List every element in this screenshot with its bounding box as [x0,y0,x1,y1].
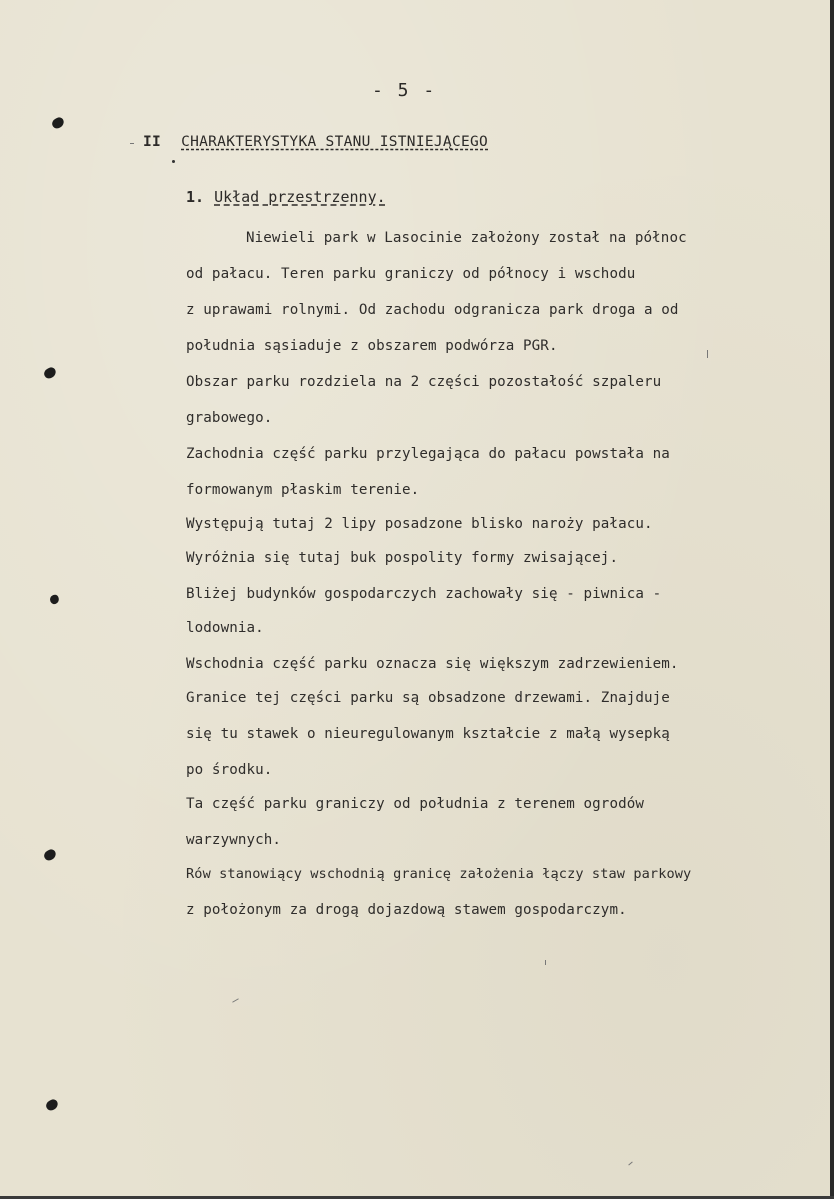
body-text-line: grabowego. [186,410,273,426]
section-title: CHARAKTERYSTYKA STANU ISTNIEJĄCEGO [181,134,489,150]
body-text-line: formowanym płaskim terenie. [186,482,420,498]
body-text-line: Wschodnia część parku oznacza się większym zadrzewieniem. [186,656,679,672]
body-text-line: Rów stanowiący wschodnią granicę założenia łączy staw parkowy [186,866,692,882]
scan-edge-right [830,0,834,1199]
body-text-line: Wyróżnia się tutaj buk pospolity formy zwisającej. [186,550,619,566]
subsection-title: Układ przestrzenny. [214,188,386,206]
body-text-line: z uprawami rolnymi. Od zachodu odgranicza park droga a od [186,302,679,318]
body-text-line: Granice tej części parku są obsadzone drzewami. Znajduje [186,690,670,706]
body-text-line: Obszar parku rozdziela na 2 części pozostałość szpaleru [186,374,662,390]
body-text-line: po środku. [186,762,273,778]
punch-hole-mark [44,1098,59,1112]
section-heading [143,134,488,150]
punch-hole-mark [42,366,57,380]
body-text-line: Występują tutaj 2 lipy posadzone blisko naroży pałacu. [186,516,653,532]
punch-hole-mark [42,848,57,862]
punch-hole-mark [50,116,65,130]
body-text-line: południa sąsiaduje z obszarem podwórza PGR. [186,338,558,354]
body-text-line: warzywnych. [186,832,282,848]
body-text-line: się tu stawek o nieuregulowanym kształcie z małą wysepką [186,726,670,742]
page-number: - 5 - [372,80,437,101]
body-text-line: Zachodnia część parku przylegająca do pałacu powstała na [186,446,670,462]
body-text-line: Ta część parku graniczy od południa z terenem ogrodów [186,796,645,812]
body-text-line: z położonym za drogą dojazdową stawem gospodarczym. [186,902,627,918]
body-text-line: Bliżej budynków gospodarczych zachowały się - piwnica - [186,586,662,602]
subsection-number: 1. [186,188,205,206]
punch-hole-mark [49,594,61,606]
subsection-heading [186,188,386,206]
section-roman-numeral: II [143,134,162,150]
body-text-line: Niewieli park w Lasocinie założony został na północ [246,230,687,246]
body-text-line: lodownia. [186,620,264,636]
body-text-line: od pałacu. Teren parku graniczy od północy i wschodu [186,266,636,282]
